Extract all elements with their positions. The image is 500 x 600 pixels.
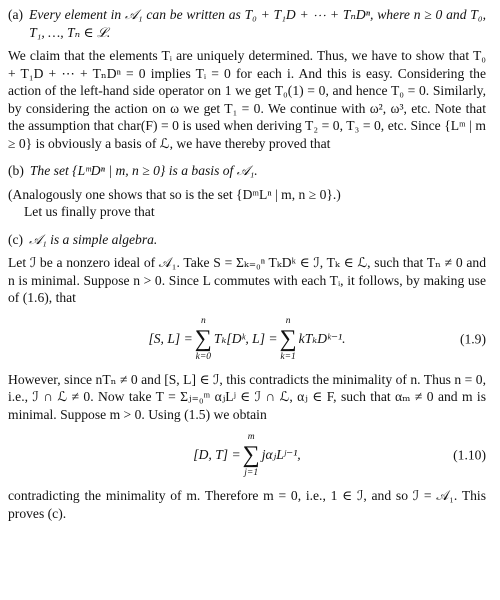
sum3-bottom: j=1 — [244, 468, 259, 478]
eq2-lhs: [D, T] = — [193, 447, 241, 463]
sum3-top: m — [247, 432, 255, 442]
sum-symbol-3: m ∑ j=1 — [242, 432, 260, 478]
eq1-mid: Tₖ[Dᵏ, L] = — [213, 330, 278, 346]
item-c-label: (c) — [8, 231, 24, 247]
item-a-text: Every element in 𝒜₁ can be written as T₀ + T₁D + ⋯ + TₙDⁿ, where n ≥ 0 and T₀, T₁, …, Tₙ ∈ ℒ. — [29, 7, 486, 40]
paragraph-uniqueness: We claim that the elements Tᵢ are uniquely determined. Thus, we have to show that T₀ + T₁D + ⋯ + TₙDⁿ = 0 implies Tᵢ = 0 for each i. And this is easy. Considering the action of the left-hand side operator on 1 we get T₀(1) = 0, and hence T₀ = 0. Similarly, by considering the action on ω we get T₁ = 0. We continue with ω², ω³, etc. Note that the assumption that char(F) = 0 is used when deriving T₂ = 0, T₃ = 0, etc. Since {Lᵐ | m ≥ 0} is obviously a basis of ℒ, we have thereby proved that — [8, 48, 486, 151]
sum-symbol-2: n ∑ k=1 — [279, 315, 297, 362]
item-b — [8, 162, 486, 180]
paragraph-analogous: (Analogously one shows that so is the set {DᵐLⁿ | m, n ≥ 0}.) — [8, 186, 341, 202]
item-a-label: (a) — [8, 7, 24, 22]
item-c — [8, 231, 486, 249]
item-b-text: The set {LᵐDⁿ | m, n ≥ 0} is a basis of 𝒜₁. — [29, 163, 258, 178]
equation-number-1-9: (1.9) — [459, 330, 486, 346]
sum-symbol-1: n ∑ k=0 — [194, 315, 212, 362]
eq2-rhs: jαⱼLʲ⁻¹, — [261, 447, 301, 463]
paragraph-conclusion: contradicting the minimality of m. Therefore m = 0, i.e., 1 ∈ ℐ, and so ℐ = 𝒜₁. This proves (c). — [8, 488, 486, 521]
item-b-label: (b) — [8, 163, 24, 178]
eq1-lhs: [S, L] = — [148, 330, 193, 346]
paragraph-contradiction: However, since nTₙ ≠ 0 and [S, L] ∈ ℐ, this contradicts the minimality of n. Thus n = 0, i.e., ℐ ∩ ℒ ≠ 0. Now take T = Σⱼ₌₀ᵐ αⱼLʲ ∈ ℐ ∩ ℒ, αⱼ ∈ F, such that αₘ ≠ 0 and m is minimal. Suppose m > 0. Using (1.5) we obtain — [8, 371, 486, 422]
sum1-bottom: k=0 — [195, 351, 212, 362]
item-c-text: 𝒜₁ is a simple algebra. — [29, 231, 158, 247]
eq1-rhs: kTₖDᵏ⁻¹. — [298, 330, 346, 346]
paragraph-finally: Let us finally prove that — [24, 204, 155, 219]
sum1-top: n — [200, 315, 206, 326]
item-a — [8, 6, 486, 41]
equation-1-10 — [8, 431, 486, 479]
sum2-top: n — [285, 315, 291, 326]
paragraph-ideal: Let ℐ be a nonzero ideal of 𝒜₁. Take S = Σₖ₌₀ⁿ TₖDᵏ ∈ ℐ, Tₖ ∈ ℒ, such that Tₙ ≠ 0 and n is minimal. Suppose n > 0. Since L commutes with each Tᵢ, it follows, by making use of (1.6), that — [8, 255, 486, 305]
equation-1-9 — [8, 315, 486, 363]
sum2-bottom: k=1 — [280, 351, 296, 362]
equation-number-1-10: (1.10) — [453, 447, 486, 463]
